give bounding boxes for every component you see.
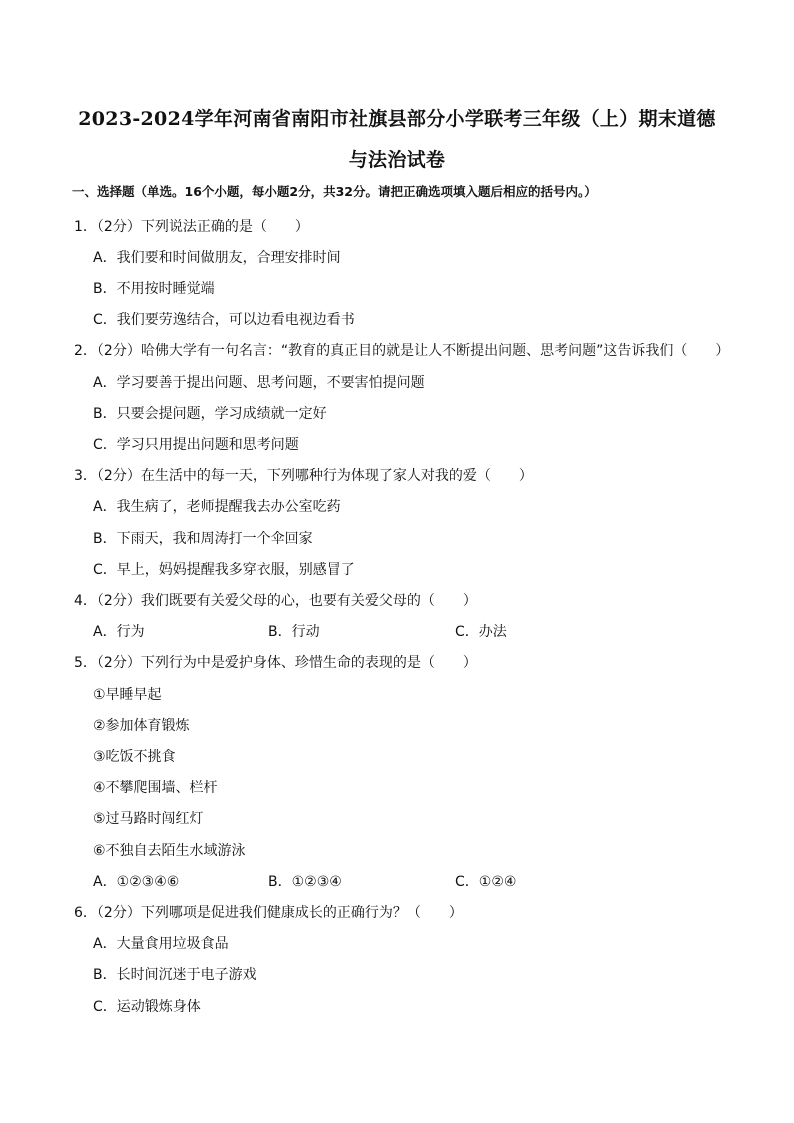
question-5-item-1: ①早睡早起 — [93, 687, 162, 703]
question-1-option-a: A．我们要和时间做朋友，合理安排时间 — [93, 250, 341, 266]
question-4-option-c: C．办法 — [455, 624, 507, 640]
question-5-stem: 5．（2分）下列行为中是爱护身体、珍惜生命的表现的是（ ） — [74, 655, 477, 671]
question-5-item-5: ⑤过马路时闯红灯 — [93, 811, 204, 827]
section-heading: 一、选择题（单选。16个小题，每小题2分，共32分。请把正确选项填入题后相应的括号内。） — [72, 184, 597, 199]
exam-title-line-2: 与法治试卷 — [348, 149, 446, 171]
question-6-option-c: C．运动锻炼身体 — [93, 999, 201, 1015]
question-6-option-a: A．大量食用垃圾食品 — [93, 936, 229, 952]
question-5-item-2: ②参加体育锻炼 — [93, 718, 190, 734]
question-5-item-4: ④不攀爬围墙、栏杆 — [93, 780, 218, 796]
question-1-option-b: B．不用按时睡觉端 — [93, 281, 215, 297]
question-3-stem: 3．（2分）在生活中的每一天，下列哪种行为体现了家人对我的爱（ ） — [74, 468, 533, 484]
question-4-option-a: A．行为 — [93, 624, 145, 640]
question-6-stem: 6．（2分）下列哪项是促进我们健康成长的正确行为？（ ） — [74, 905, 463, 921]
question-5-item-6: ⑥不独自去陌生水域游泳 — [93, 843, 246, 859]
question-3-option-b: B．下雨天，我和周涛打一个伞回家 — [93, 531, 313, 547]
question-1-stem: 1．（2分）下列说法正确的是（ ） — [74, 219, 309, 235]
question-1-option-c: C．我们要劳逸结合，可以边看电视边看书 — [93, 312, 355, 328]
question-3-option-a: A．我生病了，老师提醒我去办公室吃药 — [93, 499, 341, 515]
question-5-option-b: B．①②③④ — [268, 874, 342, 890]
question-5-option-a: A．①②③④⑥ — [93, 874, 180, 890]
question-2-stem: 2．（2分）哈佛大学有一句名言：“教育的真正目的就是让人不断提出问题、思考问题”这告诉我们（ ） — [74, 343, 730, 359]
question-5-item-3: ③吃饭不挑食 — [93, 749, 176, 765]
question-4-stem: 4．（2分）我们既要有关爱父母的心，也要有关爱父母的（ ） — [74, 593, 477, 609]
question-6-option-b: B．长时间沉迷于电子游戏 — [93, 967, 257, 983]
question-4-option-b: B．行动 — [268, 624, 320, 640]
question-3-option-c: C．早上，妈妈提醒我多穿衣服，别感冒了 — [93, 562, 355, 578]
exam-title-line-1: 2023-2024学年河南省南阳市社旗县部分小学联考三年级（上）期末道德 — [78, 108, 716, 130]
question-2-option-b: B．只要会提问题，学习成绩就一定好 — [93, 406, 327, 422]
question-2-option-c: C．学习只用提出问题和思考问题 — [93, 437, 299, 453]
question-5-option-c: C．①②④ — [455, 874, 517, 890]
question-2-option-a: A．学习要善于提出问题、思考问题，不要害怕提问题 — [93, 375, 425, 391]
